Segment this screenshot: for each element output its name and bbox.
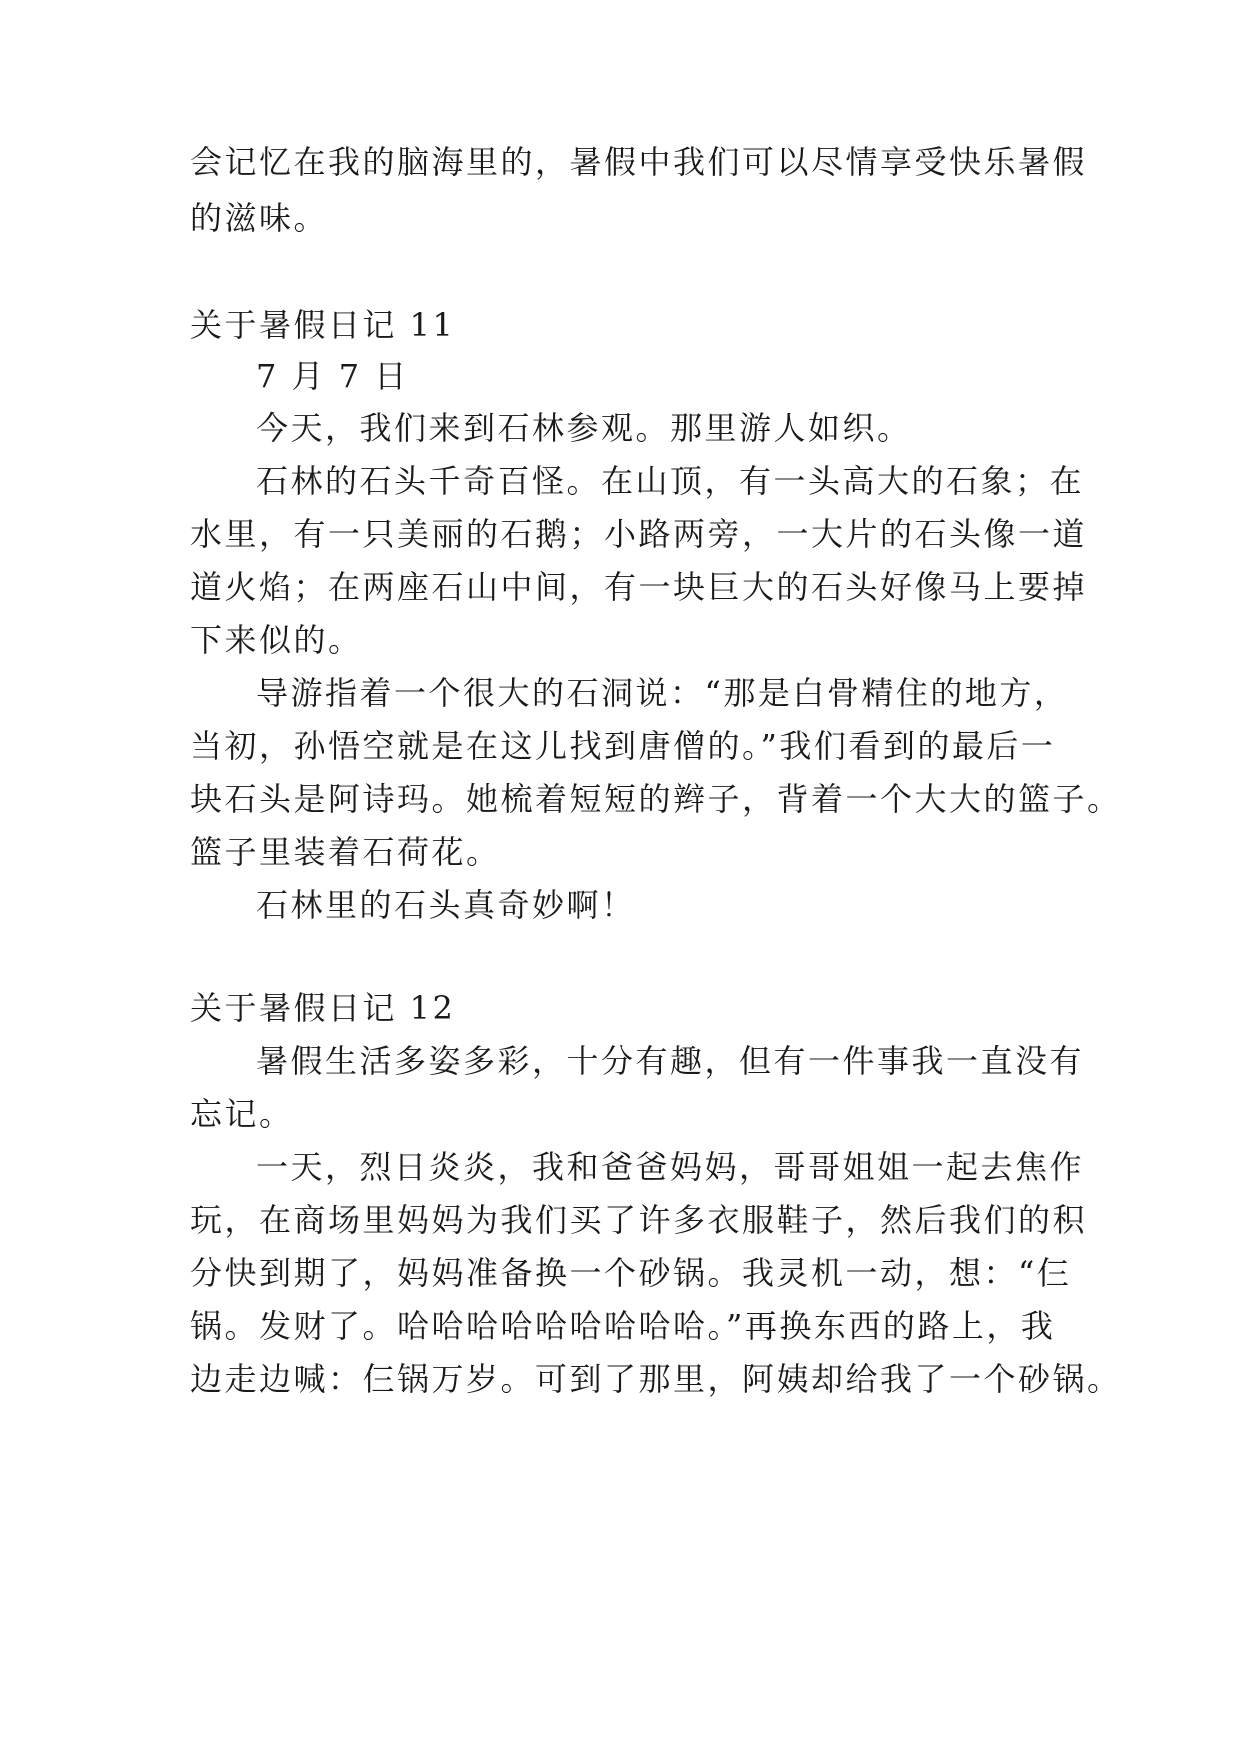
entry-12-line: 暑假生活多姿多彩，十分有趣，但有一件事我一直没有 — [256, 1042, 1085, 1080]
entry-12-line: 忘记。 — [190, 1095, 294, 1133]
entry-12-line: 锅。发财了。哈哈哈哈哈哈哈哈哈。”再换东西的路上，我 — [190, 1307, 1056, 1345]
entry-11-line: 水里，有一只美丽的石鹅；小路两旁，一大片的石头像一道 — [190, 515, 1088, 553]
entry-11-line: 石林的石头千奇百怪。在山顶，有一头高大的石象；在 — [256, 462, 1085, 500]
entry-11-line: 石林里的石头真奇妙啊！ — [256, 886, 636, 924]
entry-11-line: 导游指着一个很大的石洞说：“那是白骨精住的地方， — [256, 674, 1069, 712]
entry-12-line: 玩，在商场里妈妈为我们买了许多衣服鞋子，然后我们的积 — [190, 1201, 1088, 1239]
entry-11-line: 下来似的。 — [190, 621, 363, 659]
entry-11-date: 7 月 7 日 — [256, 357, 409, 395]
entry-11-line: 篮子里装着石荷花。 — [190, 833, 501, 871]
intro-line-2: 的滋味。 — [190, 199, 329, 237]
entry-11-heading: 关于暑假日记 11 — [190, 306, 456, 344]
entry-11-line: 块石头是阿诗玛。她梳着短短的辫子，背着一个大大的篮子。 — [190, 780, 1122, 818]
entry-12-line: 一天，烈日炎炎，我和爸爸妈妈，哥哥姐姐一起去焦作 — [256, 1148, 1085, 1186]
entry-12-heading: 关于暑假日记 12 — [190, 989, 456, 1027]
entry-11-line: 当初，孙悟空就是在这儿找到唐僧的。”我们看到的最后一 — [190, 727, 1056, 765]
entry-11-line: 今天，我们来到石林参观。那里游人如织。 — [256, 409, 912, 447]
entry-11-line: 道火焰；在两座石山中间，有一块巨大的石头好像马上要掉 — [190, 568, 1088, 606]
entry-12-line: 边走边喊：仨锅万岁。可到了那里，阿姨却给我了一个砂锅。 — [190, 1360, 1122, 1398]
entry-12-line: 分快到期了，妈妈准备换一个砂锅。我灵机一动，想：“仨 — [190, 1254, 1072, 1292]
intro-line-1: 会记忆在我的脑海里的，暑假中我们可以尽情享受快乐暑假 — [190, 143, 1088, 181]
